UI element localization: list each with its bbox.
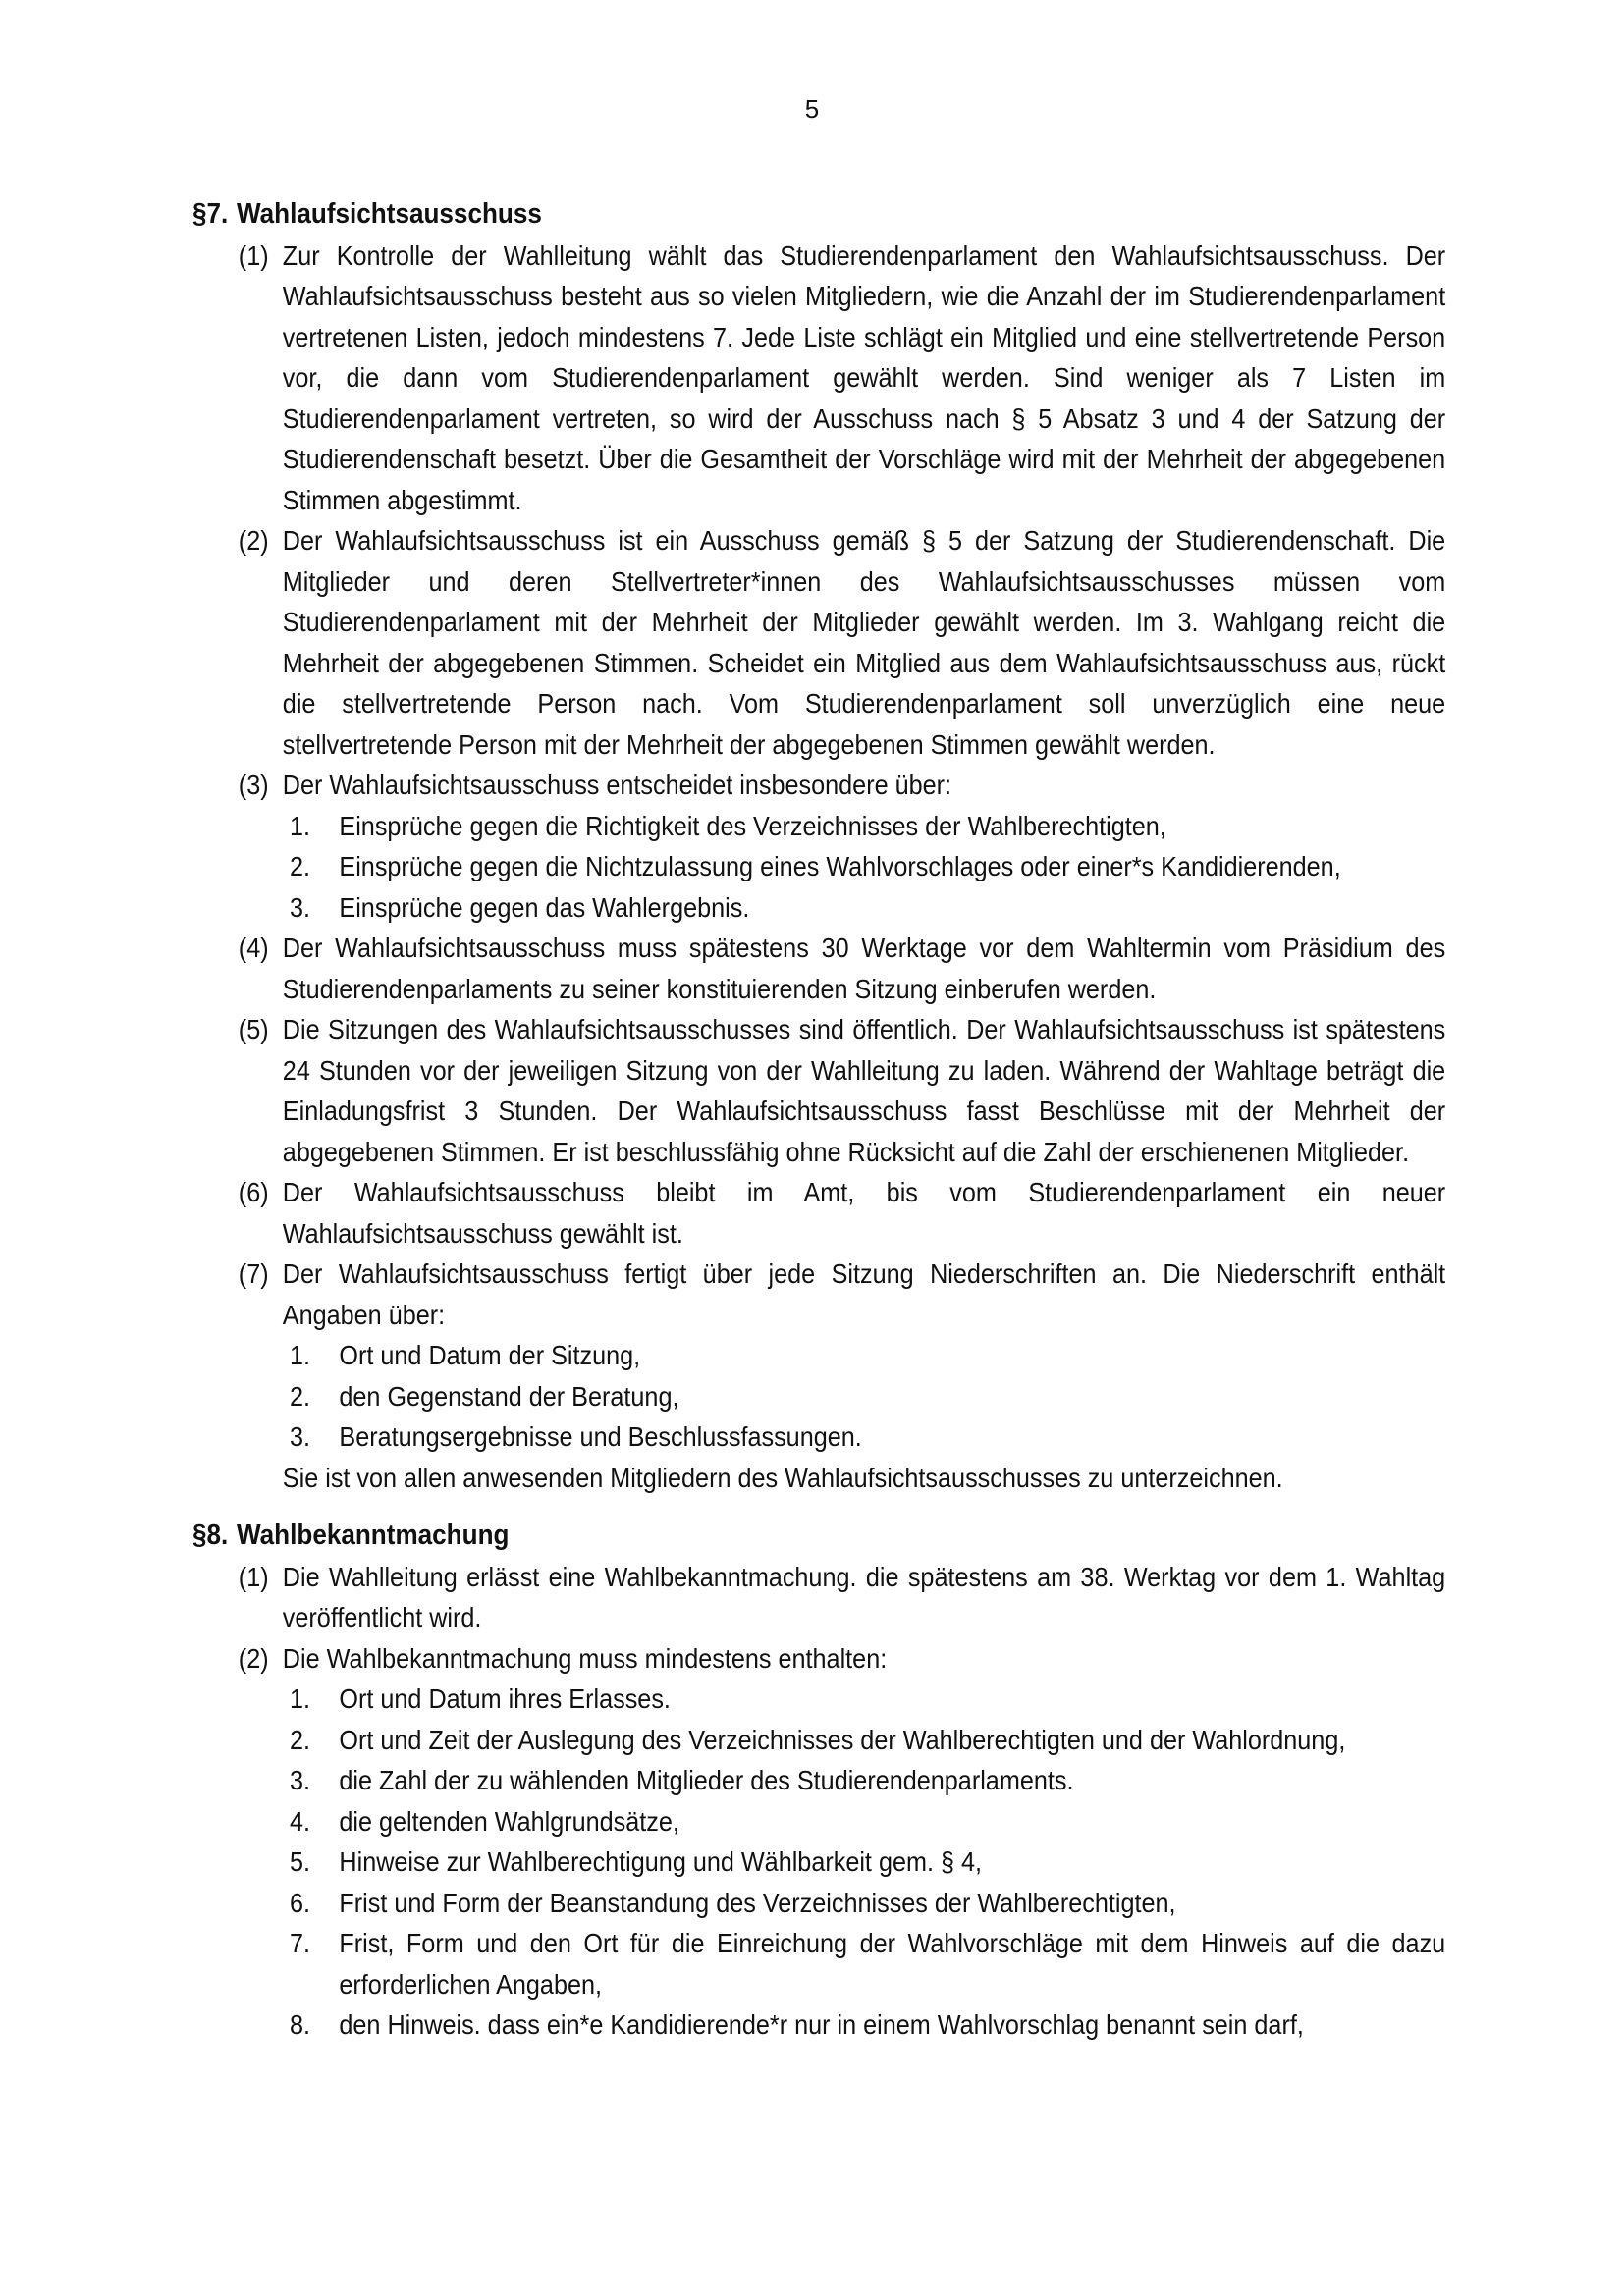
list-item-text: Einsprüche gegen die Richtigkeit des Verzeichnisses der Wahlberechtigten, xyxy=(339,810,1166,841)
list-item-number: 2. xyxy=(290,851,311,881)
list-item-text: Hinweise zur Wahlberechtigung und Wählbarkeit gem. § 4, xyxy=(339,1846,983,1877)
paragraph-text: Die Wahlleitung erlässt eine Wahlbekanntmachung. die spätestens am 38. Werktag vor dem 1. Wahltag veröffentlicht wird. xyxy=(282,1561,1446,1632)
list-item-number: 4. xyxy=(290,1805,311,1837)
paragraph-8-2 xyxy=(192,1638,1445,2046)
list-item xyxy=(283,1376,1445,1417)
paragraph-text: Zur Kontrolle der Wahlleitung wählt das Studierendenparlament den Wahlaufsichtsausschuss. Der Wahlaufsichtsausschuss besteht aus so vielen Mitgliedern, wie die Anzahl der im Studierendenparlament vertretenen Listen, jedoch mindestens 7. Jede Liste schlägt ein Mitglied und eine stellvertretende Person vor, die dann vom Studierendenparlament gewählt werden. Sind weniger als 7 Listen im Studierendenparlament vertreten, so wird der Ausschuss nach § 5 Absatz 3 und 4 der Satzung der Studierendenschaft besetzt. Über die Gesamtheit der Vorschläge wird mit der Mehrheit der abgegebenen Stimmen abgestimmt. xyxy=(282,240,1446,515)
list-item-text: den Hinweis. dass ein*e Kandidierende*r nur in einem Wahlvorschlag benannt sein darf, xyxy=(339,2009,1304,2040)
paragraph-text: Der Wahlaufsichtsausschuss muss spätestens 30 Werktage vor dem Wahltermin vom Präsidium des Studierendenparlaments zu seiner konstituierenden Sitzung einberufen werden. xyxy=(282,933,1446,1004)
list-item-text: Beratungsergebnisse und Beschlussfassungen. xyxy=(339,1421,862,1452)
list-item xyxy=(283,1416,1445,1458)
paragraph-7-1 xyxy=(192,236,1445,521)
section-heading-7 xyxy=(192,194,1445,236)
paragraph-7-6 xyxy=(192,1172,1445,1254)
paragraph-text: Der Wahlaufsichtsausschuss ist ein Ausschuss gemäß § 5 der Satzung der Studierendenschaft. Die Mitglieder und deren Stellvertreter*innen des Wahlaufsichtsausschusses müssen vom Studierendenparlament mit der Mehrheit der Mitglieder gewählt werden. Im 3. Wahlgang reicht die Mehrheit der abgegebenen Stimmen. Scheidet ein Mitglied aus dem Wahlaufsichtsausschuss aus, rückt die stellvertretende Person nach. Vom Studierendenparlament soll unverzüglich eine neue stellvertretende Person mit der Mehrheit der abgegebenen Stimmen gewählt werden. xyxy=(282,525,1446,760)
page-number: 5 xyxy=(804,94,820,124)
list-item xyxy=(283,1720,1445,1761)
paragraph-text: Der Wahlaufsichtsausschuss bleibt im Amt, bis vom Studierendenparlament ein neuer Wahlaufsichtsausschuss gewählt ist. xyxy=(282,1177,1446,1249)
list-item-number: 1. xyxy=(290,1683,311,1714)
list-item-text: Ort und Zeit der Auslegung des Verzeichnisses der Wahlberechtigten und der Wahlordnung, xyxy=(339,1724,1346,1755)
paragraph-7-2 xyxy=(192,520,1445,765)
paragraph-7-7 xyxy=(192,1254,1445,1498)
list-item-text: Ort und Datum ihres Erlasses. xyxy=(339,1683,671,1714)
list-item xyxy=(283,846,1445,887)
list-item xyxy=(283,1801,1445,1842)
list-item xyxy=(283,2004,1445,2046)
paragraph-number: (1) xyxy=(238,1561,269,1592)
list-item xyxy=(283,806,1445,847)
paragraph-7-3 xyxy=(192,765,1445,928)
list-item-number: 8. xyxy=(290,2009,311,2040)
list-item-number: 3. xyxy=(290,891,311,923)
paragraph-text: Die Wahlbekanntmachung muss mindestens enthalten: xyxy=(282,1642,888,1674)
paragraph-number: (7) xyxy=(238,1258,269,1289)
paragraph-text: Der Wahlaufsichtsausschuss fertigt über jede Sitzung Niederschriften an. Die Niederschrift enthält Angaben über: xyxy=(282,1258,1446,1330)
list-item-text: Frist, Form und den Ort für die Einreichung der Wahlvorschläge mit dem Hinweis auf die dazu erforderlichen Angaben, xyxy=(339,1928,1446,2000)
paragraph-closing-text: Sie ist von allen anwesenden Mitgliedern des Wahlaufsichtsausschusses zu unterzeichnen. xyxy=(282,1462,1283,1493)
enumerated-list xyxy=(283,1679,1445,2046)
list-item-number: 1. xyxy=(290,1340,311,1370)
section-title: Wahlbekanntmachung xyxy=(237,1520,510,1551)
paragraph-number: (3) xyxy=(238,770,269,800)
section-number: §8. xyxy=(192,1520,229,1551)
list-item-number: 2. xyxy=(290,1380,311,1412)
section-heading-8 xyxy=(192,1516,1445,1557)
list-item-number: 5. xyxy=(290,1846,311,1877)
list-item-text: Frist und Form der Beanstandung des Verzeichnisses der Wahlberechtigten, xyxy=(339,1887,1176,1918)
enumerated-list xyxy=(283,806,1445,929)
list-item-text: die geltenden Wahlgrundsätze, xyxy=(339,1805,679,1837)
paragraph-number: (5) xyxy=(238,1014,269,1044)
list-item-number: 7. xyxy=(290,1928,311,1958)
list-item-number: 1. xyxy=(290,810,311,841)
document-body xyxy=(192,194,1446,2046)
list-item xyxy=(283,1335,1445,1376)
list-item-text: Einsprüche gegen das Wahlergebnis. xyxy=(339,891,750,923)
list-item-number: 3. xyxy=(290,1765,311,1795)
paragraph-7-5 xyxy=(192,1009,1445,1172)
list-item xyxy=(283,1923,1445,2004)
section-number: §7. xyxy=(192,198,229,230)
section-title: Wahlaufsichtsausschuss xyxy=(237,198,542,230)
paragraph-7-4 xyxy=(192,928,1445,1009)
list-item-number: 2. xyxy=(290,1724,311,1755)
paragraph-number: (2) xyxy=(238,1642,269,1674)
paragraph-text: Der Wahlaufsichtsausschuss entscheidet insbesondere über: xyxy=(282,770,952,800)
paragraph-number: (1) xyxy=(238,240,269,271)
list-item-text: den Gegenstand der Beratung, xyxy=(339,1380,679,1412)
paragraph-text: Die Sitzungen des Wahlaufsichtsausschusses sind öffentlich. Der Wahlaufsichtsausschuss ist spätestens 24 Stunden vor der jeweiligen Sitzung von der Wahlleitung zu laden. Während der Wahltage beträgt die Einladungsfrist 3 Stunden. Der Wahlaufsichtsausschuss fasst Beschlüsse mit der Mehrheit der abgegebenen Stimmen. Er ist beschlussfähig ohne Rücksicht auf die Zahl der erschienenen Mitglieder. xyxy=(282,1014,1446,1167)
list-item xyxy=(283,1760,1445,1801)
list-item xyxy=(283,887,1445,929)
paragraph-number: (4) xyxy=(238,933,269,963)
paragraph-number: (2) xyxy=(238,525,269,556)
list-item-text: Ort und Datum der Sitzung, xyxy=(339,1340,641,1370)
list-item-text: Einsprüche gegen die Nichtzulassung eines Wahlvorschlages oder einer*s Kandidierenden, xyxy=(339,851,1341,881)
list-item-text: die Zahl der zu wählenden Mitglieder des Studierendenparlaments. xyxy=(339,1765,1074,1795)
enumerated-list xyxy=(283,1335,1445,1458)
list-item-number: 6. xyxy=(290,1887,311,1918)
paragraph-8-1 xyxy=(192,1557,1445,1638)
list-item xyxy=(283,1842,1445,1883)
list-item xyxy=(283,1883,1445,1924)
list-item xyxy=(283,1679,1445,1720)
paragraph-number: (6) xyxy=(238,1177,269,1207)
list-item-number: 3. xyxy=(290,1421,311,1452)
